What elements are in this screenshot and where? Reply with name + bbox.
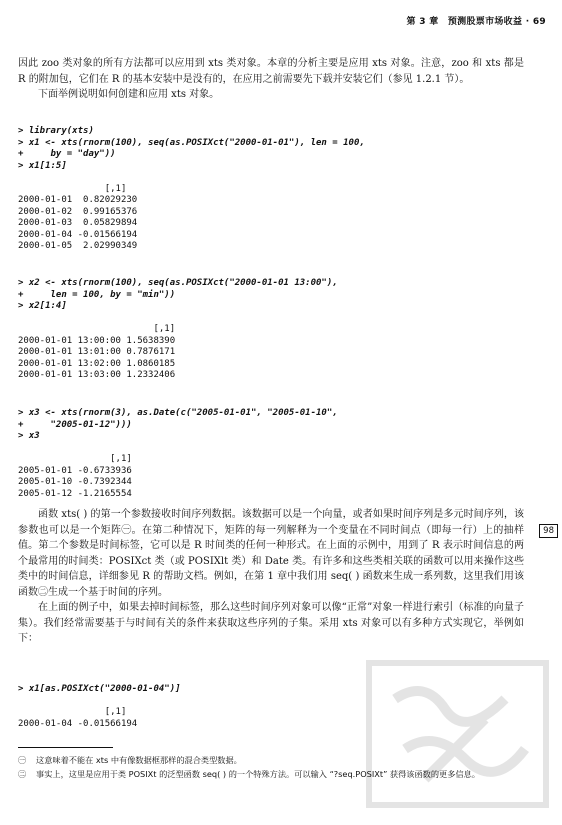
output-line: 2000-01-01 13:00:00 1.5638390 (18, 335, 176, 346)
output-line: 2000-01-01 13:02:00 1.0860185 (18, 358, 176, 369)
output-line: 2000-01-03 0.05829894 (18, 218, 138, 228)
watermark-seal (365, 659, 550, 809)
footnote-text: 事实上，这里是应用于类 POSIXt 的泛型函数 seq( ) 的一个特殊方法。可以输入 “?seq.POSIXt” 获得该函数的更多信息。 (36, 769, 480, 779)
code-block-4 (18, 684, 181, 730)
output-line: 2000-01-01 13:03:00 1.2332406 (18, 370, 176, 380)
code-line: + by = "day")) (18, 149, 116, 159)
paragraph-4: 在上面的例子中，如果去掉时间标签，那么这些时间序列对象可以像“正常”对象一样进行索引（标准的向量子集）。我们经常需要基于与时间有关的条件来获取这些序列的子集。采用 xts 对象可以有多种方式实现它，举例如下： (18, 602, 524, 644)
footnote-mark: ㊀ (18, 755, 27, 765)
code-line: > x3 (18, 431, 40, 441)
code-line: > x1[as.POSIXct("2000-01-04")] (18, 684, 181, 694)
output-line: 2005-01-10 -0.7392344 (18, 477, 132, 487)
code-line: + "2005-01-12"))) (18, 419, 132, 430)
code-line: > x2 <- xts(rnorm(100), seq(as.POSIXct("2000-01-01 13:00"), (18, 278, 338, 288)
footnote-divider (18, 747, 113, 748)
output-line: 2000-01-02 0.99165376 (18, 206, 138, 217)
output-line: 2000-01-01 0.82029230 (18, 195, 138, 205)
paragraph-1: 因此 zoo 类对象的所有方法都可以应用到 xts 类对象。本章的分析主要是应用 xts 对象。注意，zoo 和 xts 都是 R 的附加包，它们在 R 的基本安装中是没有的，在应用之前需要先下载并安装它们（参见 1.2.1 节）。 (18, 58, 524, 85)
output-line: 2000-01-04 -0.01566194 (18, 718, 138, 729)
code-line: > x1[1:5] (18, 160, 67, 171)
code-line: > x1 <- xts(rnorm(100), seq(as.POSIXct("2000-01-01"), len = 100, (18, 137, 365, 148)
output-line: [,1] (18, 707, 127, 717)
output-line: [,1] (18, 324, 176, 334)
paragraph-3: 函数 xts( ) 的第一个参数接收时间序列数据。该数据可以是一个向量，或者如果时间序列是多元时间序列，该参数也可以是一个矩阵㊀。在第二种情况下，矩阵的每一列解释为一个变量在不同时间点（即每一行）上的抽样值。第二个参数是时间标签，它可以是 R 时间类的任何一种形式。在上面的示例中，用到了 R 表示时间信息的两个最常用的时间类：POSIXct 类（或 POSIXlt 类）和 Date 类。有许多和这些类相关联的函数可以用来操作这些类中的时间信息，详细参见 R 的帮助文档。例如，在第 1 章中我们用 seq( ) 函数来生成一系列数，这里我们用该函数㊁生成一个基于时间的序列。 (18, 509, 524, 598)
footnotes (18, 754, 524, 782)
output-line: [,1] (18, 454, 132, 464)
code-block-1 (18, 126, 365, 253)
output-line: 2005-01-01 -0.6733936 (18, 465, 132, 476)
margin-page-number: 98 (539, 524, 558, 538)
code-block-3 (18, 408, 338, 500)
paragraph-intro (18, 56, 524, 103)
code-line: > x3 <- xts(rnorm(3), as.Date(c("2005-01-01", "2005-01-10", (18, 408, 338, 418)
paragraph-2: 下面举例说明如何创建和应用 xts 对象。 (38, 89, 220, 100)
code-line: > library(xts) (18, 126, 94, 136)
output-line: 2000-01-01 13:01:00 0.7876171 (18, 347, 176, 357)
output-line: 2000-01-04 -0.01566194 (18, 229, 138, 240)
output-line: 2005-01-12 -1.2165554 (18, 488, 132, 499)
footnote-item (18, 768, 524, 780)
code-block-2 (18, 278, 338, 382)
footnote-mark: ㊁ (18, 769, 27, 779)
paragraph-explanation (18, 507, 524, 647)
output-line: 2000-01-05 2.02990349 (18, 241, 138, 251)
code-line: > x2[1:4] (18, 301, 67, 311)
output-line: [,1] (18, 183, 127, 194)
running-header: 第 3 章 预测股票市场收益 · 69 (406, 17, 546, 27)
footnote-item (18, 754, 524, 766)
footnote-text: 这意味着不能在 xts 中有像数据框那样的混合类型数据。 (36, 755, 242, 765)
code-line: + len = 100, by = "min")) (18, 289, 176, 300)
